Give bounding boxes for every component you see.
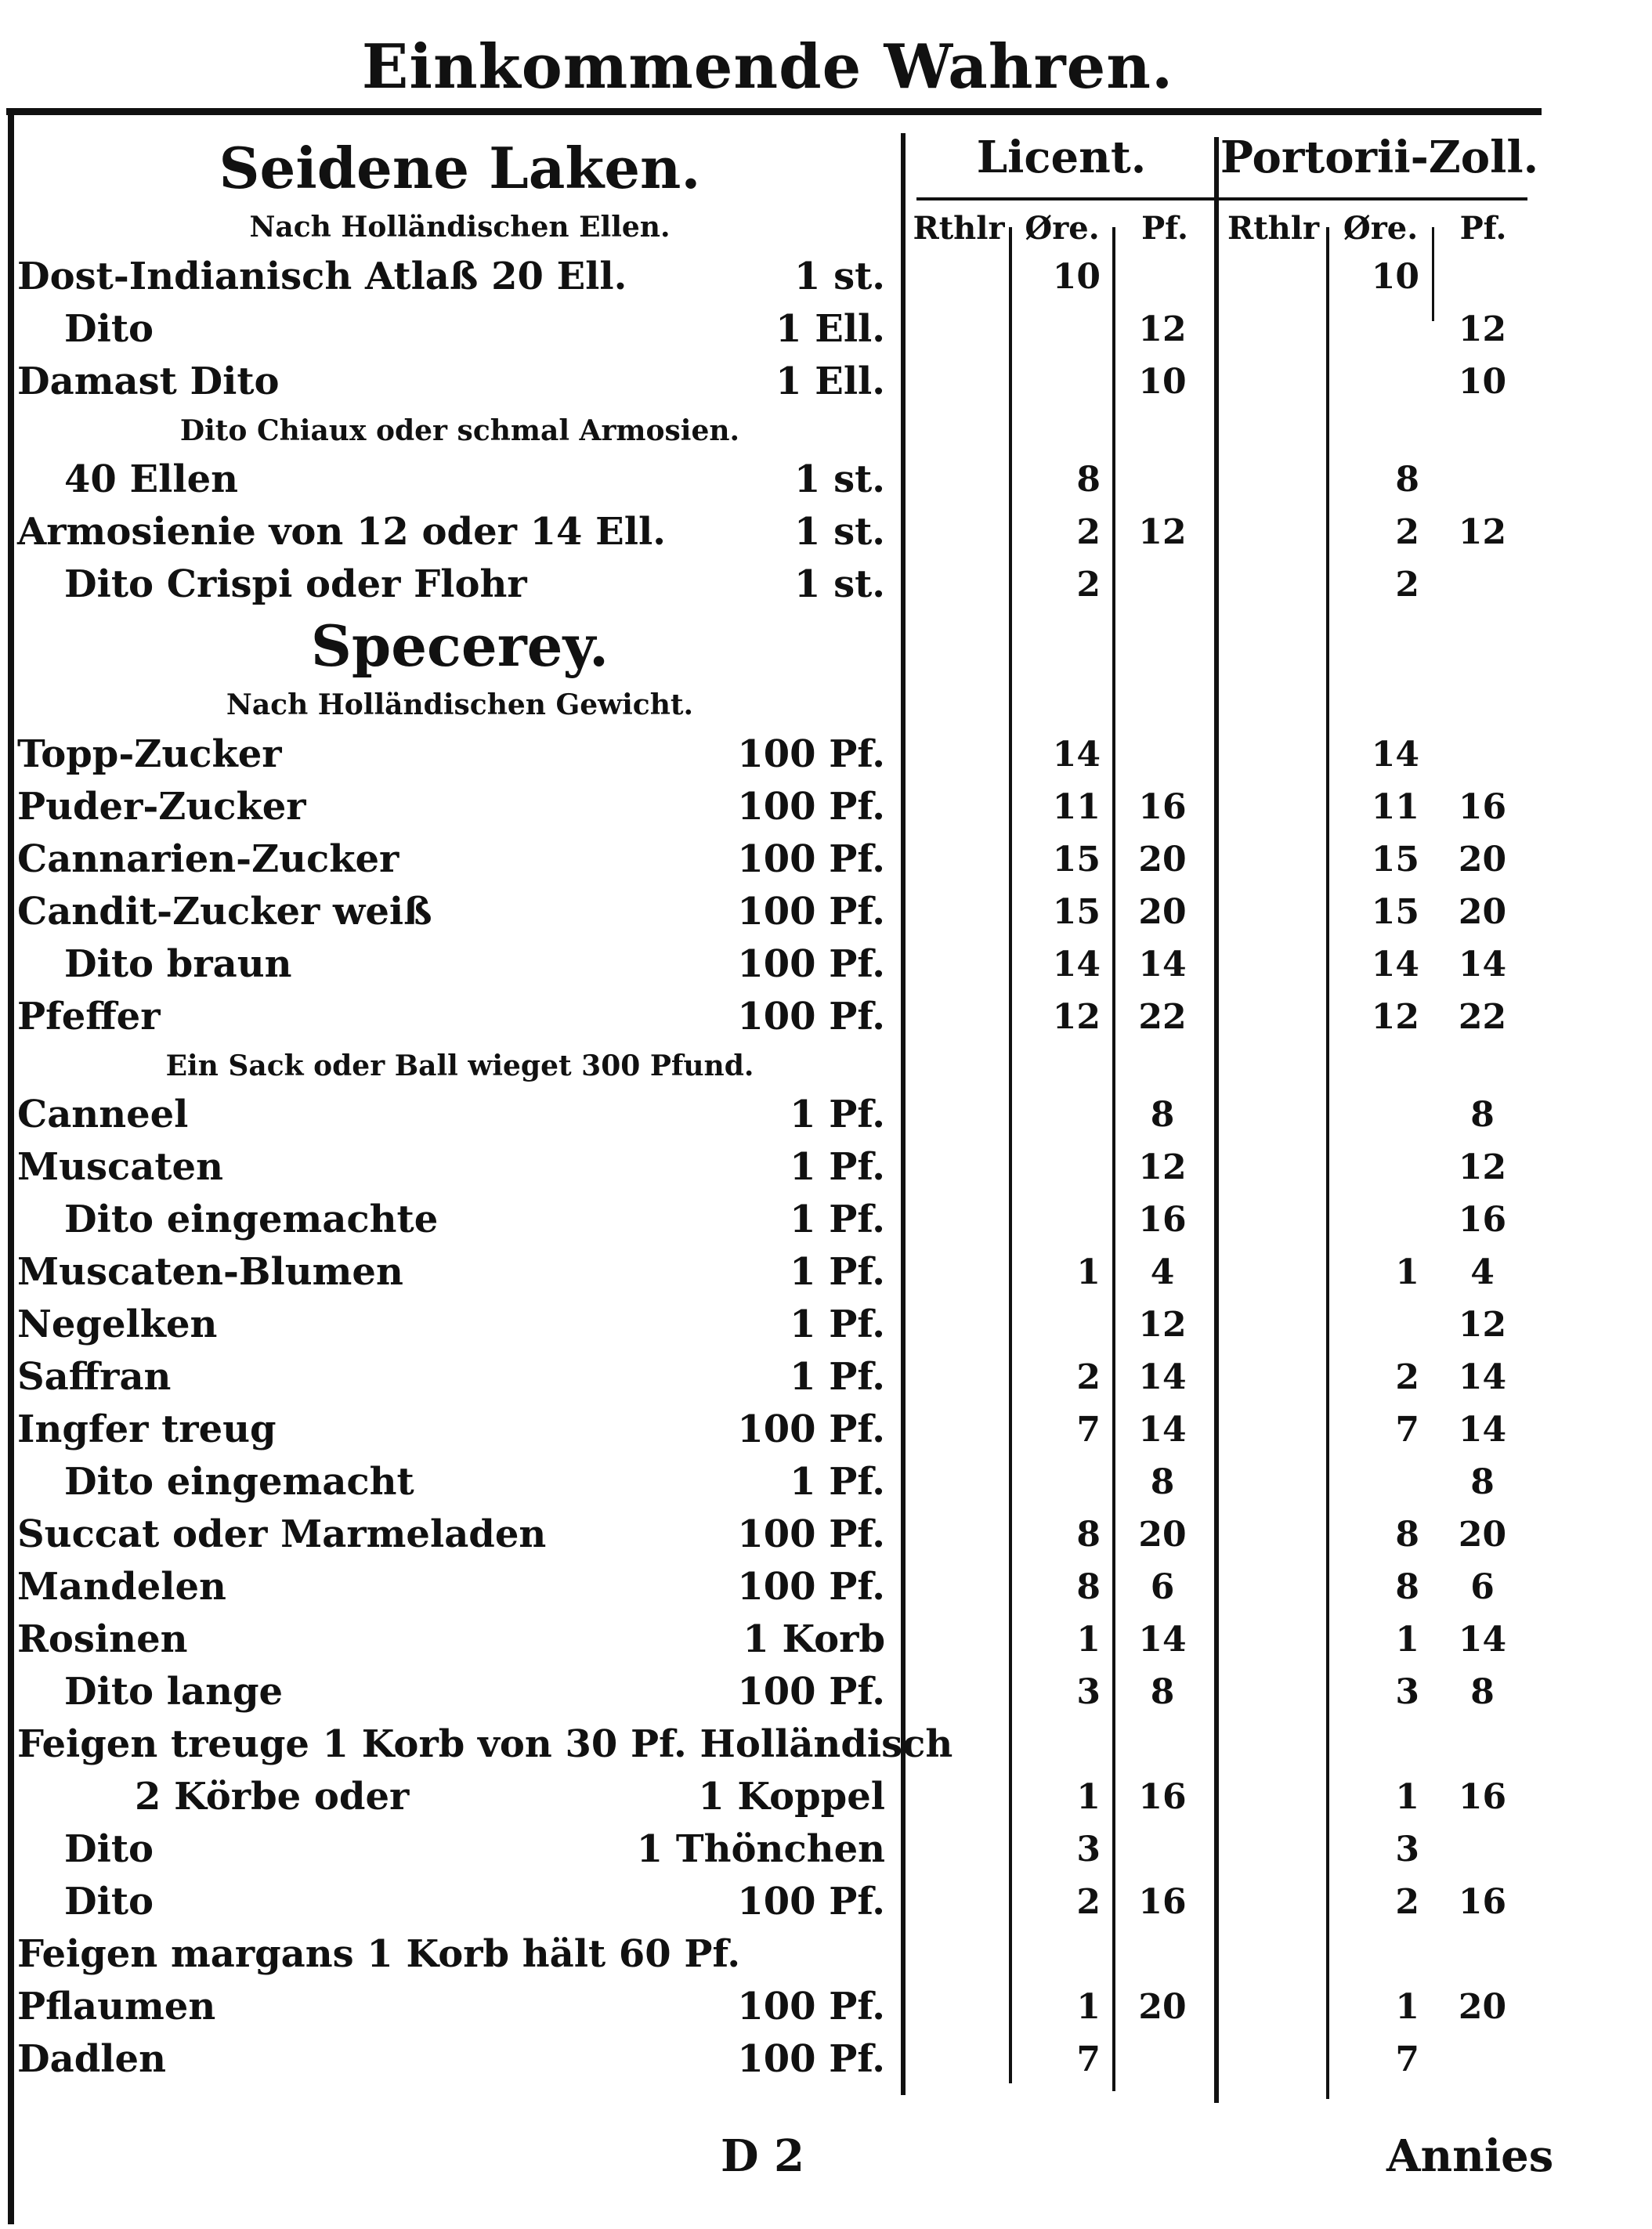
table-row xyxy=(17,453,1537,506)
top-rule xyxy=(6,108,1542,115)
table-row xyxy=(17,1613,1537,1666)
table-row xyxy=(17,1718,1537,1771)
item-unit: 100 Pf. xyxy=(737,995,885,1039)
licent-ore-value: 2 xyxy=(1076,565,1101,605)
header-portorii: Portorii-Zoll. xyxy=(1220,132,1539,183)
licent-ore-value: 7 xyxy=(1076,1410,1101,1450)
portorii-pf-value: 12 xyxy=(1458,512,1507,552)
licent-ore-value: 2 xyxy=(1076,1357,1101,1397)
portorii-pf-value: 20 xyxy=(1458,892,1507,932)
table-row xyxy=(17,506,1537,558)
item-name: Pfeffer xyxy=(17,995,161,1039)
portorii-ore-value: 14 xyxy=(1371,945,1419,984)
item-name: Dito xyxy=(64,307,154,351)
item-name: Cannarien-Zucker xyxy=(17,837,399,881)
portorii-ore-value: 8 xyxy=(1395,1567,1419,1607)
table-row xyxy=(17,1823,1537,1876)
licent-ore-value: 14 xyxy=(1052,735,1101,775)
table-row xyxy=(17,1141,1537,1194)
item-name: Muscaten-Blumen xyxy=(17,1250,403,1294)
portorii-ore-value: 1 xyxy=(1395,1252,1419,1292)
item-unit: 1 st. xyxy=(793,457,885,501)
item-name: Dito braun xyxy=(64,942,292,986)
left-border xyxy=(8,110,14,2224)
item-unit: 100 Pf. xyxy=(737,1512,885,1556)
portorii-ore-value: 8 xyxy=(1395,460,1419,500)
item-name: 2 Körbe oder xyxy=(135,1775,410,1819)
portorii-pf-value: 20 xyxy=(1458,840,1507,880)
header-licent: Licent. xyxy=(976,132,1147,183)
portorii-pf-value: 14 xyxy=(1458,945,1507,984)
licent-ore-value: 3 xyxy=(1076,1830,1101,1870)
portorii-ore-value: 7 xyxy=(1395,2039,1419,2079)
item-unit: 100 Pf. xyxy=(737,1407,885,1451)
portorii-ore-value: 10 xyxy=(1371,257,1419,297)
item-name: Puder-Zucker xyxy=(17,785,306,829)
portorii-pf-value: 10 xyxy=(1458,362,1507,402)
licent-pf-value: 16 xyxy=(1138,1882,1187,1922)
table-row xyxy=(17,2033,1537,2086)
item-unit: 1 Ell. xyxy=(775,307,885,351)
header-licent-pf: Pf. xyxy=(1141,210,1188,247)
table-row xyxy=(17,1246,1537,1299)
table-row xyxy=(17,886,1537,938)
item-name: Succat oder Marmeladen xyxy=(17,1512,547,1556)
item-name: Feigen treuge 1 Korb von 30 Pf. Holländisch xyxy=(17,1722,953,1766)
item-unit: 1 Pf. xyxy=(790,1460,885,1504)
table-row xyxy=(17,1666,1537,1718)
table-row xyxy=(17,1928,1537,1981)
portorii-pf-value: 12 xyxy=(1458,1305,1507,1345)
portorii-ore-value: 2 xyxy=(1395,512,1419,552)
table-row xyxy=(17,938,1537,991)
licent-pf-value: 8 xyxy=(1150,1462,1175,1502)
table-row xyxy=(17,1561,1537,1613)
licent-ore-value: 12 xyxy=(1052,997,1101,1037)
licent-pf-value: 20 xyxy=(1138,1515,1187,1555)
licent-ore-value: 8 xyxy=(1076,1515,1101,1555)
item-unit: 100 Pf. xyxy=(737,890,885,934)
portorii-pf-value: 8 xyxy=(1470,1095,1495,1135)
licent-pf-value: 12 xyxy=(1138,1147,1187,1187)
licent-pf-value: 12 xyxy=(1138,512,1187,552)
item-unit: 1 Pf. xyxy=(790,1145,885,1189)
item-name: Dito eingemachte xyxy=(64,1198,439,1241)
licent-pf-value: 20 xyxy=(1138,840,1187,880)
portorii-ore-value: 2 xyxy=(1395,1357,1419,1397)
item-name: Dito xyxy=(64,1827,154,1871)
table-row xyxy=(17,558,1537,611)
licent-pf-value: 20 xyxy=(1138,892,1187,932)
item-unit: 1 Ell. xyxy=(775,359,885,403)
header-licent-rthlr: Rthlr xyxy=(913,210,1005,247)
licent-ore-value: 1 xyxy=(1076,1252,1101,1292)
licent-ore-value: 15 xyxy=(1052,840,1101,880)
portorii-ore-value: 8 xyxy=(1395,1515,1419,1555)
item-name: Saffran xyxy=(17,1355,172,1399)
portorii-ore-value: 3 xyxy=(1395,1672,1419,1712)
licent-pf-value: 16 xyxy=(1138,1200,1187,1240)
portorii-pf-value: 16 xyxy=(1458,1200,1507,1240)
portorii-pf-value: 6 xyxy=(1470,1567,1495,1607)
portorii-pf-value: 8 xyxy=(1470,1672,1495,1712)
licent-pf-value: 16 xyxy=(1138,787,1187,827)
item-unit: 100 Pf. xyxy=(737,2037,885,2081)
licent-ore-value: 3 xyxy=(1076,1672,1101,1712)
table-row xyxy=(17,1456,1537,1508)
item-unit: 1 st. xyxy=(793,510,885,554)
licent-ore-value: 8 xyxy=(1076,460,1101,500)
item-name: Dadlen xyxy=(17,2037,166,2081)
licent-ore-value: 7 xyxy=(1076,2039,1101,2079)
item-unit: 100 Pf. xyxy=(737,942,885,986)
item-name: Dito Crispi oder Flohr xyxy=(64,562,527,606)
item-unit: 100 Pf. xyxy=(737,1565,885,1609)
table-row xyxy=(17,833,1537,886)
portorii-ore-value: 2 xyxy=(1395,565,1419,605)
licent-pf-value: 14 xyxy=(1138,1357,1187,1397)
item-name: Armosienie von 12 oder 14 Ell. xyxy=(17,510,666,554)
portorii-ore-value: 14 xyxy=(1371,735,1419,775)
table-row xyxy=(17,251,1537,303)
item-name: Mandelen xyxy=(17,1565,226,1609)
portorii-pf-value: 4 xyxy=(1470,1252,1495,1292)
item-name: Rosinen xyxy=(17,1617,188,1661)
item-name: Damast Dito xyxy=(17,359,280,403)
table-row xyxy=(17,1876,1537,1928)
licent-pf-value: 8 xyxy=(1150,1095,1175,1135)
item-name: Dito lange xyxy=(64,1670,284,1714)
item-unit: 1 st. xyxy=(793,562,885,606)
table-row xyxy=(17,1771,1537,1823)
portorii-pf-value: 16 xyxy=(1458,1882,1507,1922)
table-row xyxy=(17,728,1537,781)
portorii-ore-value: 1 xyxy=(1395,1987,1419,2027)
portorii-pf-value: 12 xyxy=(1458,309,1507,349)
licent-ore-value: 2 xyxy=(1076,512,1101,552)
item-name: Dost-Indianisch Atlaß 20 Ell. xyxy=(17,255,627,298)
item-name: Canneel xyxy=(17,1093,189,1136)
item-unit: 1 Korb xyxy=(743,1617,885,1661)
licent-pf-value: 14 xyxy=(1138,1410,1187,1450)
item-name: Ingfer treug xyxy=(17,1407,277,1451)
item-unit: 100 Pf. xyxy=(737,732,885,776)
portorii-pf-value: 12 xyxy=(1458,1147,1507,1187)
page-title: Einkommende Wahren. xyxy=(361,31,1174,103)
licent-pf-value: 12 xyxy=(1138,309,1187,349)
item-unit: 1 Pf. xyxy=(790,1355,885,1399)
section-title: Specerey. xyxy=(310,612,609,679)
item-name: Topp-Zucker xyxy=(17,732,282,776)
table-row xyxy=(17,1194,1537,1246)
table-row xyxy=(17,1508,1537,1561)
item-unit: 1 Pf. xyxy=(790,1198,885,1241)
table-row xyxy=(17,1299,1537,1351)
header-portorii-rthlr: Rthlr xyxy=(1227,210,1320,247)
licent-ore-value: 1 xyxy=(1076,1777,1101,1817)
licent-pf-value: 8 xyxy=(1150,1672,1175,1712)
table-row xyxy=(17,1351,1537,1404)
licent-ore-value: 14 xyxy=(1052,945,1101,984)
header-portorii-pf: Pf. xyxy=(1459,210,1507,247)
item-unit: 100 Pf. xyxy=(737,1880,885,1924)
portorii-ore-value: 3 xyxy=(1395,1830,1419,1870)
licent-ore-value: 1 xyxy=(1076,1620,1101,1660)
item-name: Negelken xyxy=(17,1302,218,1346)
item-unit: 1 Thönchen xyxy=(636,1827,885,1871)
portorii-pf-value: 16 xyxy=(1458,787,1507,827)
portorii-ore-value: 7 xyxy=(1395,1410,1419,1450)
licent-pf-value: 22 xyxy=(1138,997,1187,1037)
header-licent-ore: Øre. xyxy=(1025,210,1100,247)
note-row: Dito Chiaux oder schmal Armosien. xyxy=(179,414,740,447)
table-row xyxy=(17,1981,1537,2033)
item-unit: 100 Pf. xyxy=(737,785,885,829)
portorii-pf-value: 20 xyxy=(1458,1515,1507,1555)
portorii-ore-value: 11 xyxy=(1371,787,1419,827)
item-name: 40 Ellen xyxy=(64,457,238,501)
item-unit: 1 st. xyxy=(793,255,885,298)
table-row xyxy=(17,991,1537,1043)
table-row xyxy=(17,781,1537,833)
licent-ore-value: 2 xyxy=(1076,1882,1101,1922)
portorii-pf-value: 14 xyxy=(1458,1357,1507,1397)
item-unit: 1 Koppel xyxy=(698,1775,885,1819)
item-name: Feigen margans 1 Korb hält 60 Pf. xyxy=(17,1932,741,1976)
item-unit: 1 Pf. xyxy=(790,1250,885,1294)
portorii-ore-value: 15 xyxy=(1371,840,1419,880)
licent-pf-value: 16 xyxy=(1138,1777,1187,1817)
table-row xyxy=(17,1089,1537,1141)
licent-ore-value: 10 xyxy=(1052,257,1101,297)
table-row xyxy=(17,1404,1537,1456)
licent-ore-value: 1 xyxy=(1076,1987,1101,2027)
section-subtitle: Nach Holländischen Gewicht. xyxy=(226,688,694,721)
table-row xyxy=(17,356,1537,408)
portorii-ore-value: 12 xyxy=(1371,997,1419,1037)
licent-pf-value: 14 xyxy=(1138,1620,1187,1660)
portorii-pf-value: 20 xyxy=(1458,1987,1507,2027)
licent-pf-value: 12 xyxy=(1138,1305,1187,1345)
licent-ore-value: 8 xyxy=(1076,1567,1101,1607)
portorii-pf-value: 14 xyxy=(1458,1410,1507,1450)
portorii-pf-value: 8 xyxy=(1470,1462,1495,1502)
licent-pf-value: 14 xyxy=(1138,945,1187,984)
item-unit: 100 Pf. xyxy=(737,837,885,881)
section-title: Seidene Laken. xyxy=(219,135,701,201)
portorii-ore-value: 1 xyxy=(1395,1777,1419,1817)
section-subtitle: Nach Holländischen Ellen. xyxy=(249,211,671,244)
item-name: Muscaten xyxy=(17,1145,223,1189)
licent-pf-value: 6 xyxy=(1150,1567,1175,1607)
tariff-table xyxy=(17,133,1537,2086)
licent-ore-value: 11 xyxy=(1052,787,1101,827)
licent-pf-value: 4 xyxy=(1150,1252,1175,1292)
licent-pf-value: 20 xyxy=(1138,1987,1187,2027)
item-unit: 1 Pf. xyxy=(790,1302,885,1346)
item-name: Dito xyxy=(64,1880,154,1924)
table-row xyxy=(17,303,1537,356)
item-unit: 100 Pf. xyxy=(737,1985,885,2028)
portorii-ore-value: 2 xyxy=(1395,1882,1419,1922)
portorii-ore-value: 1 xyxy=(1395,1620,1419,1660)
licent-pf-value: 10 xyxy=(1138,362,1187,402)
item-unit: 1 Pf. xyxy=(790,1093,885,1136)
item-name: Candit-Zucker weiß xyxy=(17,890,432,934)
header-portorii-ore: Øre. xyxy=(1343,210,1419,247)
portorii-pf-value: 16 xyxy=(1458,1777,1507,1817)
catchword: Annies xyxy=(1386,2130,1554,2182)
portorii-pf-value: 22 xyxy=(1458,997,1507,1037)
item-name: Dito eingemacht xyxy=(64,1460,414,1504)
portorii-pf-value: 14 xyxy=(1458,1620,1507,1660)
portorii-ore-value: 15 xyxy=(1371,892,1419,932)
signature-mark: D 2 xyxy=(721,2130,805,2182)
item-unit: 100 Pf. xyxy=(737,1670,885,1714)
licent-ore-value: 15 xyxy=(1052,892,1101,932)
note-row: Ein Sack oder Ball wieget 300 Pfund. xyxy=(165,1049,754,1082)
item-name: Pflaumen xyxy=(17,1985,216,2028)
